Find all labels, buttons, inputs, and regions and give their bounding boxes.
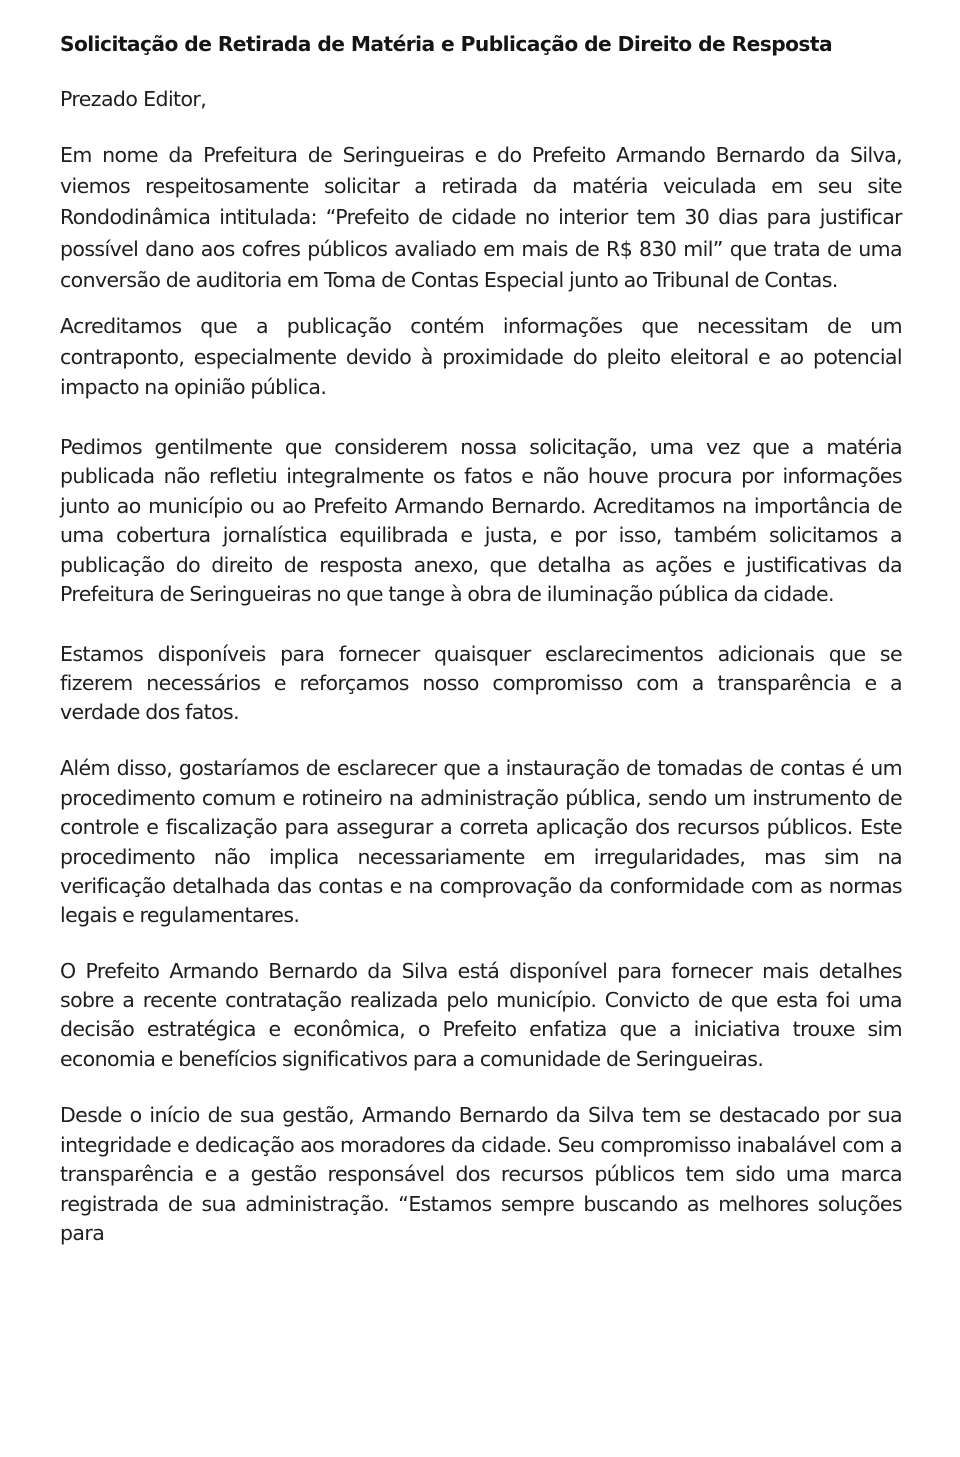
paragraph-mayor-details: O Prefeito Armando Bernardo da Silva está disponível para fornecer mais detalhes sobre a recente contratação realizada pelo município. Convicto de que esta foi uma decisão estratégica e econômica, o Prefeito enfatiza que a iniciativa trouxe sim economia e benefícios significativos para a comunidade de Seringueiras.	[60, 958, 902, 1071]
paragraph-audit-explanation: Além disso, gostaríamos de esclarecer que a instauração de tomadas de contas é um procedimento comum e rotineiro na administração pública, sendo um instrumento de controle e fiscalização para assegurar a correta aplicação dos recursos públicos. Este procedimento não implica necessariamente em irregularidades, mas sim na verificação detalhada das contas e na comprovação da conformidade com as normas legais e regulamentares.	[60, 756, 902, 928]
paragraph-counterpoint: Acreditamos que a publicação contém informações que necessitam de um contraponto, especialmente devido à proximidade do pleito eleitoral e ao potencial impacto na opinião pública.	[60, 314, 902, 400]
letter-title: Solicitação de Retirada de Matéria e Publicação de Direito de Resposta	[60, 32, 833, 56]
paragraph-right-of-reply: Pedimos gentilmente que considerem nossa solicitação, uma vez que a matéria publicada não refletiu integralmente os fatos e não houve procura por informações junto ao município ou ao Prefeito Armando Bernardo. Acreditamos na importância de uma cobertura jornalística equilibrada e justa, e por isso, também solicitamos a publicação do direito de resposta anexo, que detalha as ações e justificativas da Prefeitura de Seringueiras no que tange à obra de iluminação pública da cidade.	[60, 434, 902, 607]
paragraph-mayor-integrity: Desde o início de sua gestão, Armando Bernardo da Silva tem se destacado por sua integridade e dedicação aos moradores da cidade. Seu compromisso inabalável com a transparência e a gestão responsável dos recursos públicos tem sido uma marca registrada de sua administração. “Estamos sempre buscando as melhores soluções para	[60, 1103, 902, 1246]
letter-salutation: Prezado Editor,	[60, 87, 207, 111]
letter-page	[60, 28, 902, 1249]
paragraph-availability: Estamos disponíveis para fornecer quaisquer esclarecimentos adicionais que se fizerem necessários e reforçamos nosso compromisso com a transparência e a verdade dos fatos.	[60, 641, 902, 725]
paragraph-removal-request: Em nome da Prefeitura de Seringueiras e do Prefeito Armando Bernardo da Silva, viemos respeitosamente solicitar a retirada da matéria veiculada em seu site Rondodinâmica intitulada: “Prefeito de cidade no interior tem 30 dias para justificar possível dano aos cofres públicos avaliado em mais de R$ 830 mil” que trata de uma conversão de auditoria em Toma de Contas Especial junto ao Tribunal de Contas.	[60, 143, 902, 292]
